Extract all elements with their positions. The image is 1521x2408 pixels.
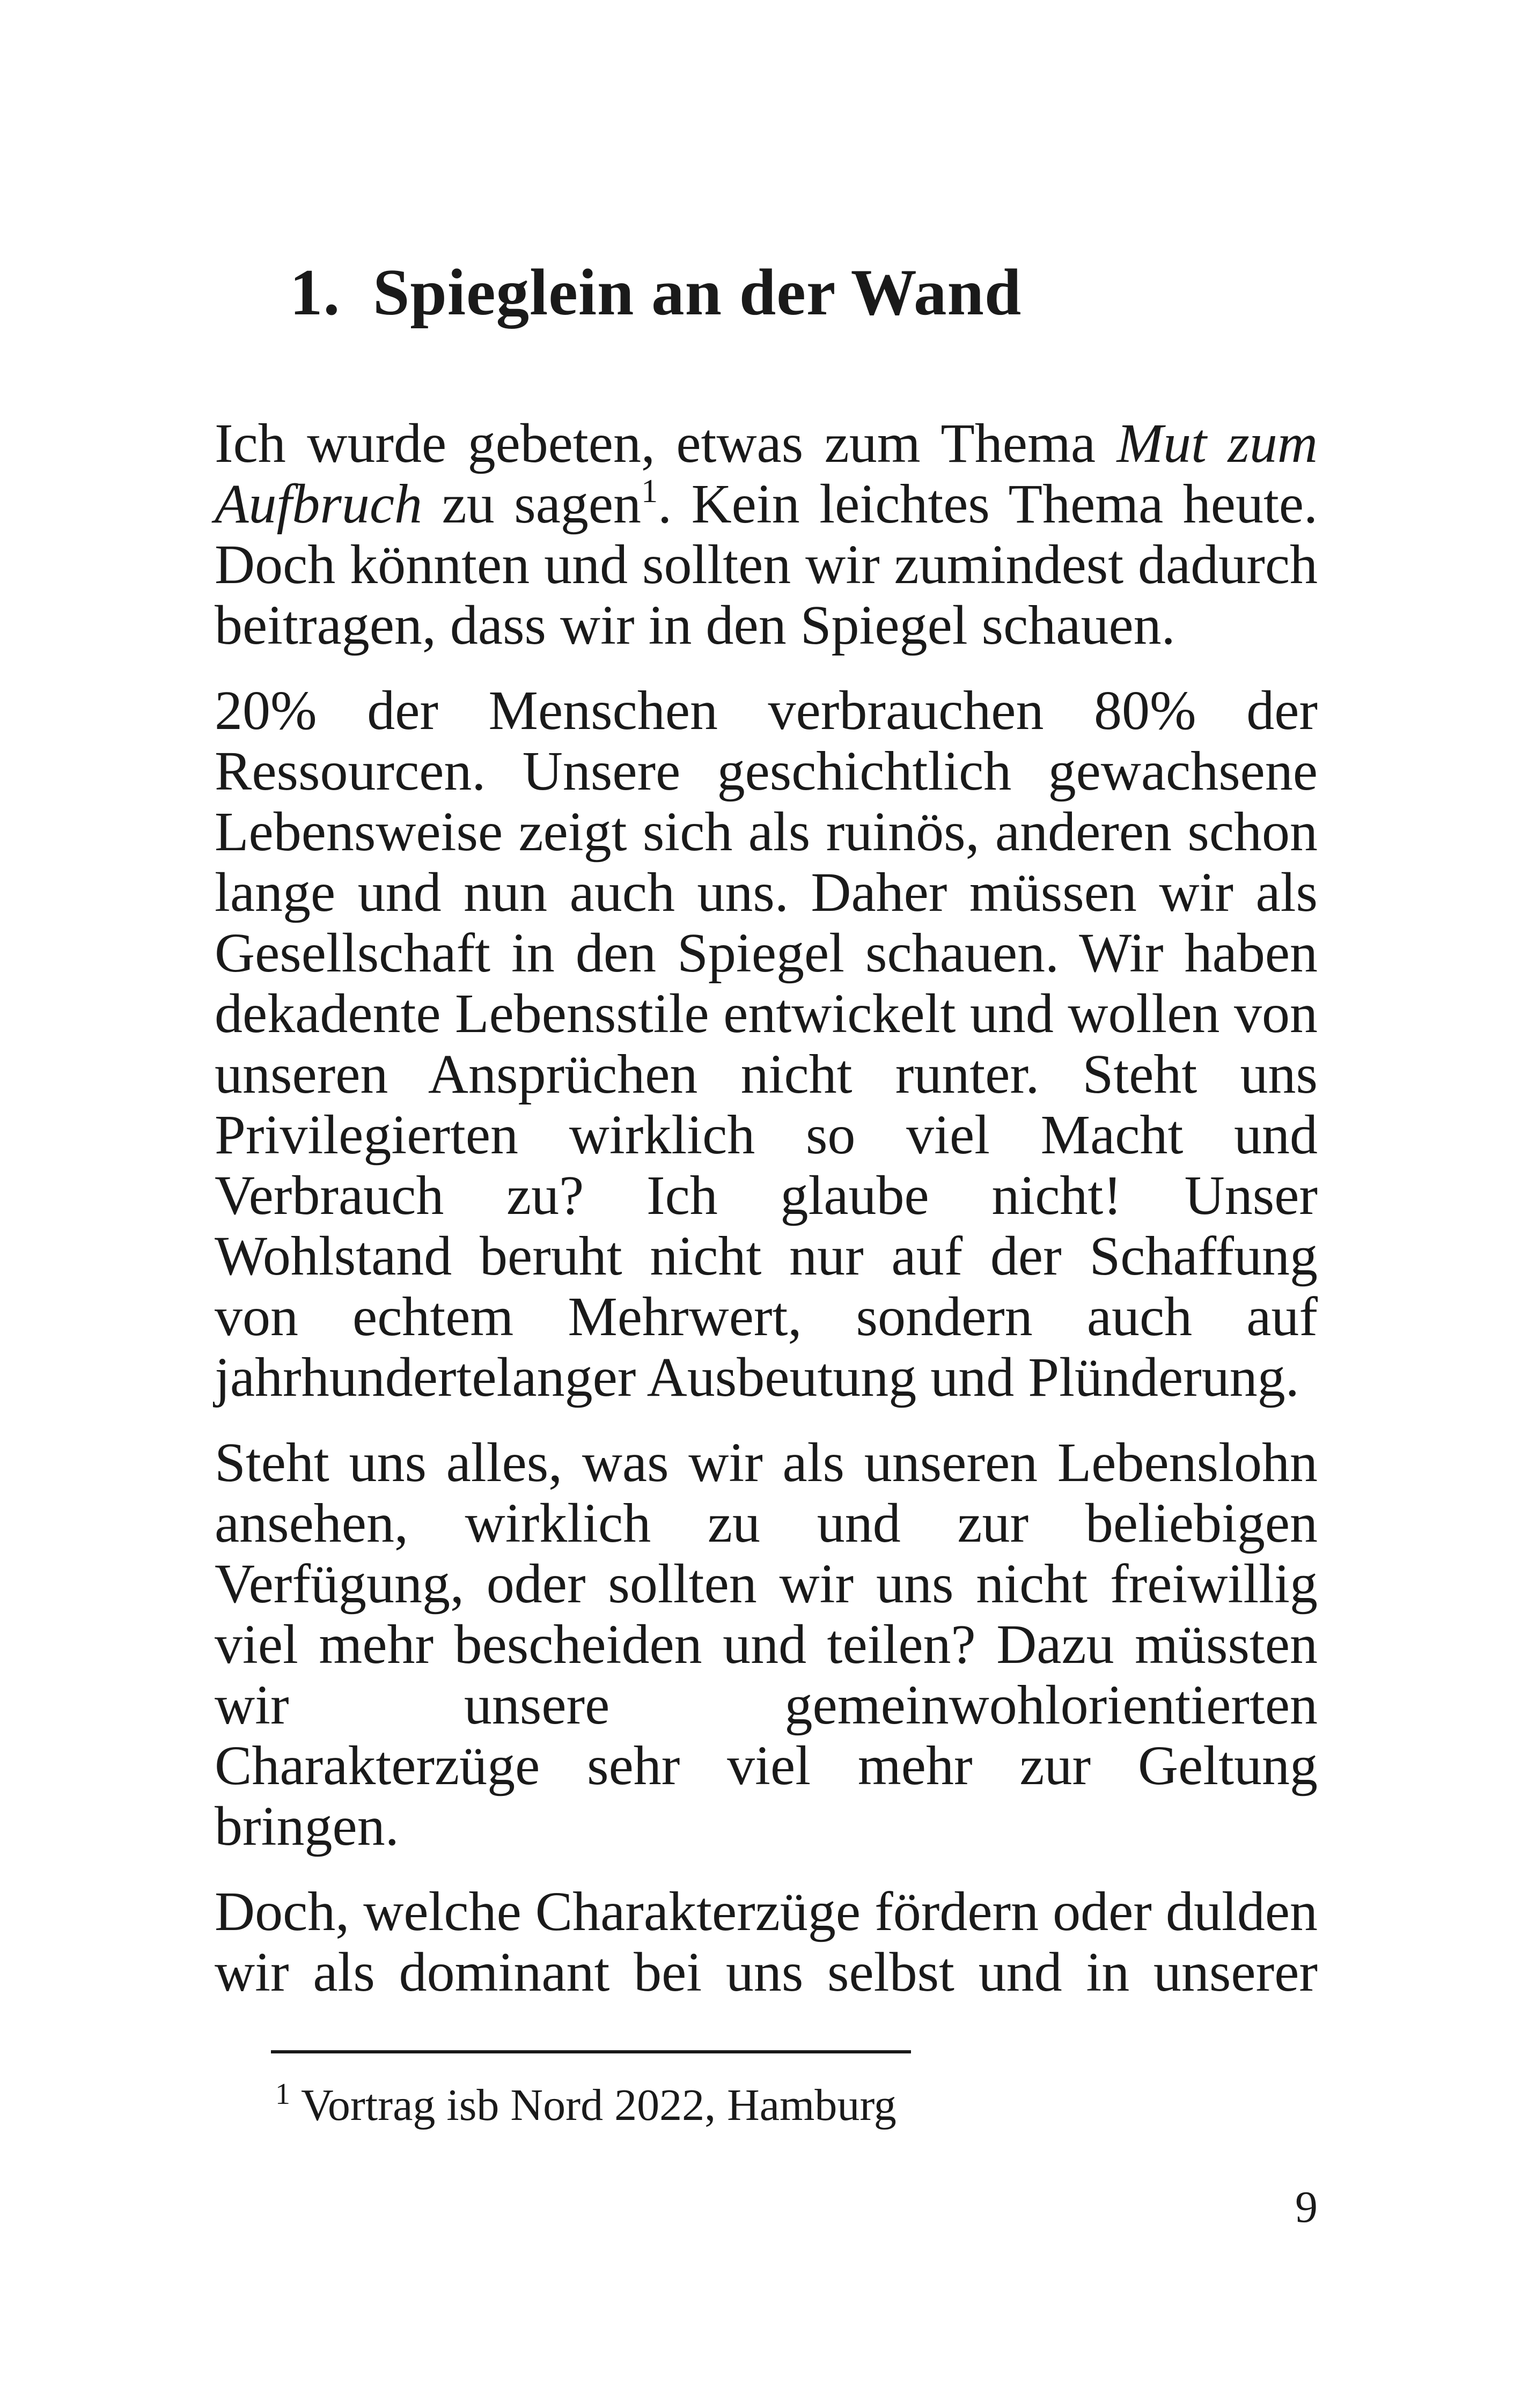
paragraph-1-rest: . Kein leichtes Thema heute. Doch könnten und sollten wir zumindest dadurch beitragen, dass wir in den Spiegel schauen. — [215, 473, 1318, 656]
footnote — [275, 2076, 897, 2135]
footnote-divider — [271, 2050, 911, 2053]
footnote-marker: 1 — [275, 2078, 290, 2111]
paragraph-1-intro: Ich wurde gebeten, etwas zum Thema — [215, 413, 1117, 474]
paragraph-1-italic-topic: Mut zum Aufbruch — [215, 413, 1318, 535]
paragraph-2: 20% der Menschen verbrauchen 80% der Ressourcen. Unsere geschichtlich gewachsene Lebensweise zeigt sich als ruinös, anderen schon lange und nun auch uns. Daher müssen wir als Gesellschaft in den Spiegel schauen. Wir haben dekadente Lebensstile entwickelt und wollen von unseren Ansprüchen nicht runter. Steht uns Privilegierten wirklich so viel Macht und Verbrauch zu? Ich glaube nicht! Unser Wohlstand beruht nicht nur auf der Schaffung von echtem Mehrwert, sondern auch auf jahrhundertelanger Ausbeutung und Plünderung. — [215, 680, 1318, 1408]
footnote-reference: 1 — [641, 473, 658, 510]
page-number: 9 — [1295, 2182, 1318, 2232]
body-text — [215, 413, 1318, 2027]
paragraph-1 — [215, 413, 1318, 656]
paragraph-1-continuation: zu sagen — [422, 473, 642, 535]
chapter-title-text: Spieglein an der Wand — [373, 255, 1022, 329]
chapter-number: 1. — [290, 255, 341, 329]
paragraph-3: Steht uns alles, was wir als unseren Lebenslohn ansehen, wirklich zu und zur beliebigen Verfügung, oder sollten wir uns nicht freiwillig viel mehr bescheiden und teilen? Dazu müssten wir unsere gemeinwohlorientierten Charakterzüge sehr viel mehr zur Geltung bringen. — [215, 1432, 1318, 1857]
paragraph-4: Doch, welche Charakterzüge fördern oder dulden wir als dominant bei uns selbst und in unserer — [215, 1881, 1318, 2003]
chapter-title — [290, 252, 1022, 333]
footnote-text: Vortrag isb Nord 2022, Hamburg — [301, 2080, 897, 2130]
